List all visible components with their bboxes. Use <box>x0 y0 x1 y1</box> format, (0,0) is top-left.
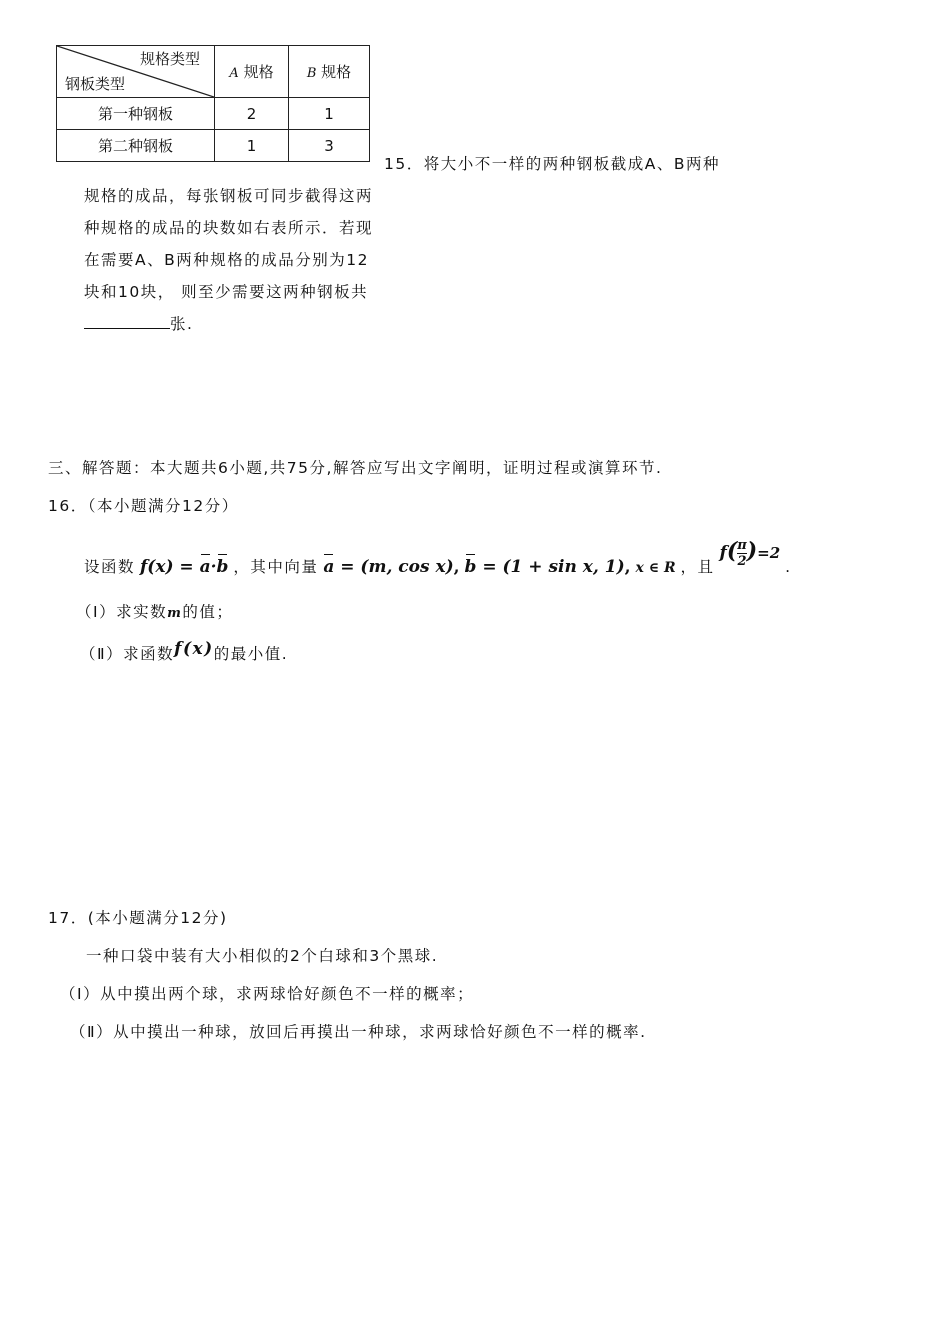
q17-header: 17．(本小题满分12分) <box>48 909 228 927</box>
f-definition: f(x) = a·b <box>139 557 229 577</box>
row-label: 第一种钢板 <box>57 98 215 130</box>
table-row <box>57 130 370 162</box>
header-plate-type: 钢板类型 <box>65 75 126 93</box>
vector-b: b = (1 + sin x, 1) <box>464 557 625 577</box>
row-label: 第二种钢板 <box>57 130 215 162</box>
q16-header: 16．（本小题满分12分） <box>48 497 239 515</box>
q16-stem: 设函数 f(x) = a·b ，其中向量 a = (m, cos x), b = (1 + sin x, 1), x ∈ R ，且 f( $\frac{\pi}{2}$ )=2 . <box>84 538 791 577</box>
condition: f( $\frac{\pi}{2}$ )=2 <box>719 538 781 569</box>
cell-b: 3 <box>289 130 370 162</box>
q15-line5: 块和10块， 则至少需要这两种钢板共 <box>84 283 369 301</box>
q15-line1: 15．将大小不一样的两种钢板截成A、B两种 <box>384 155 720 173</box>
section-heading: 三、解答题：本大题共6小题,共75分,解答应写出文字阐明，证明过程或演算环节. <box>48 459 663 477</box>
cell-b: 1 <box>289 98 370 130</box>
q15-line3: 种规格的成品的块数如右表所示．若现 <box>84 219 374 237</box>
q17-stem: 一种口袋中装有大小相似的2个白球和3个黑球. <box>86 947 439 965</box>
q15-line2: 规格的成品，每张钢板可同步截得这两 <box>84 187 374 205</box>
var-m: m <box>167 606 183 621</box>
q15-line4: 在需要A、B两种规格的成品分别为12 <box>84 251 369 269</box>
q15-line6: 张. <box>84 312 193 334</box>
table-row <box>57 98 370 130</box>
spec-table <box>56 45 370 162</box>
vector-a: a = (m, cos x) <box>323 557 454 577</box>
cell-a: 2 <box>215 98 289 130</box>
table-header-row <box>57 46 370 98</box>
domain-x: x ∈ R <box>635 560 676 576</box>
diagonal-header-cell <box>57 46 215 98</box>
q16-part2: （Ⅱ）求函数f(x)的最小值. <box>80 639 289 663</box>
answer-blank[interactable] <box>84 314 170 329</box>
func-f: f(x) <box>174 639 214 659</box>
q17-part2: （Ⅱ）从中摸出一种球，放回后再摸出一种球，求两球恰好颜色不一样的概率. <box>70 1023 647 1041</box>
cell-a: 1 <box>215 130 289 162</box>
header-spec-type: 规格类型 <box>139 50 200 68</box>
header-col-b: B 规格 <box>289 46 370 98</box>
q16-part1: （Ⅰ）求实数m的值； <box>76 603 234 621</box>
q17-part1: （Ⅰ）从中摸出两个球，求两球恰好颜色不一样的概率； <box>60 985 475 1003</box>
header-col-a: A 规格 <box>215 46 289 98</box>
